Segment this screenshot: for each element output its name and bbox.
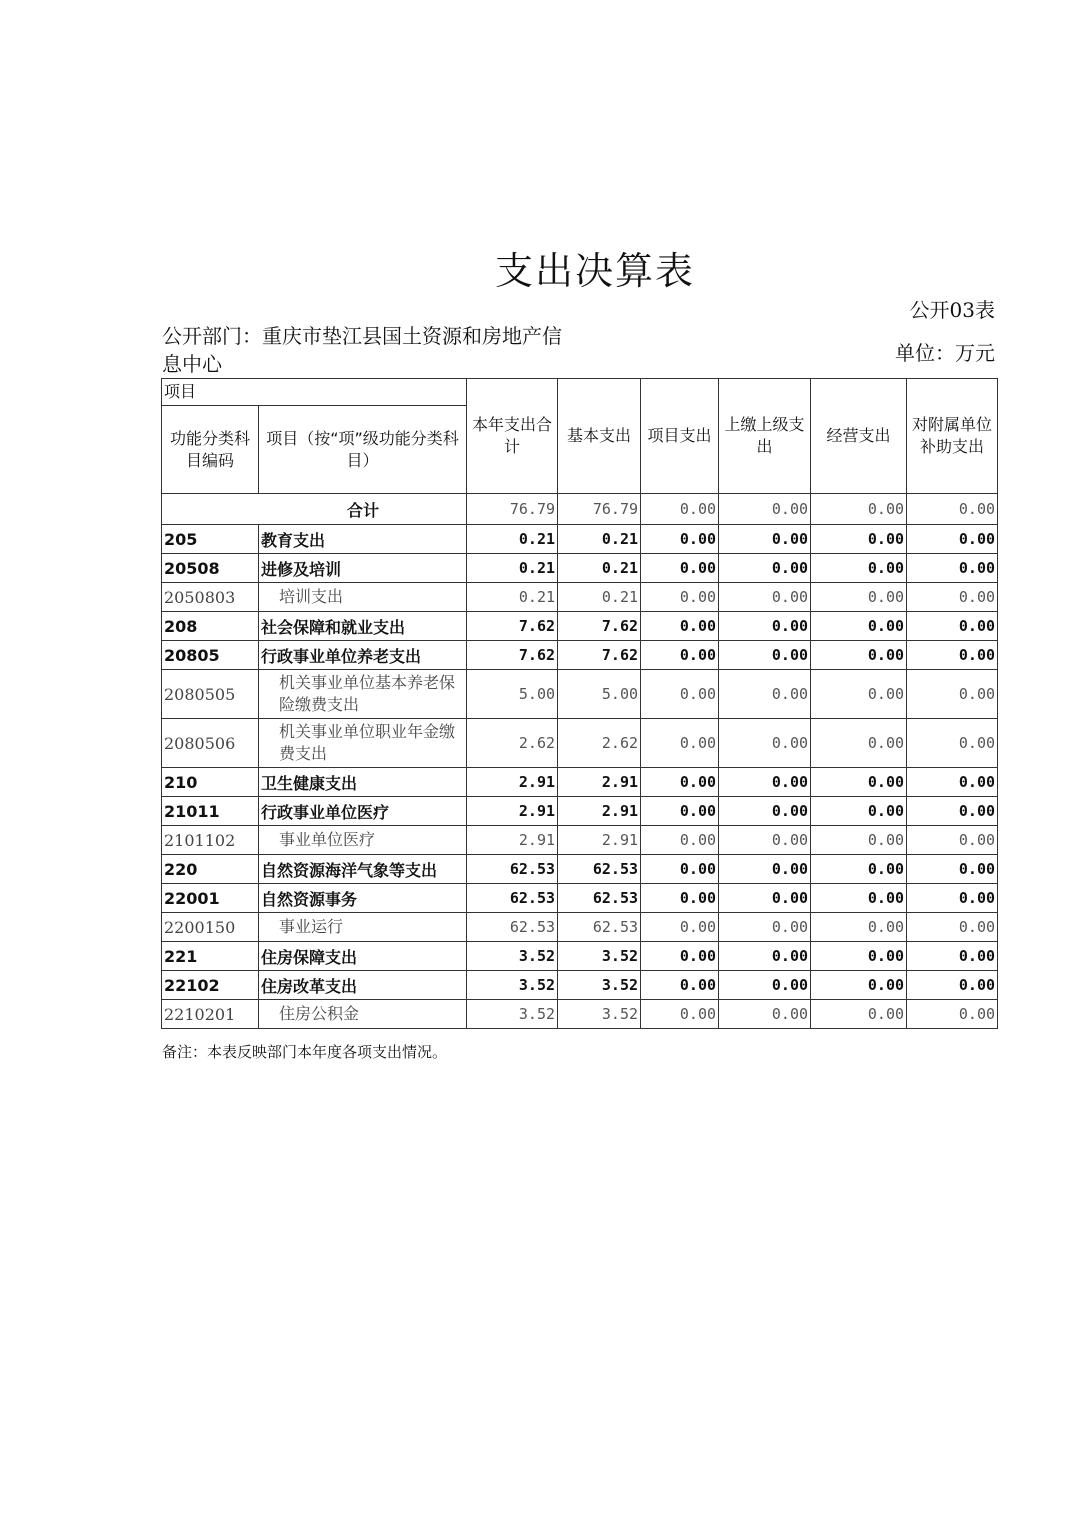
row-name: 教育支出 — [259, 525, 467, 554]
row-value: 0.00 — [641, 913, 719, 942]
row-value: 0.21 — [558, 554, 641, 583]
row-value: 0.00 — [811, 583, 907, 612]
total-row — [162, 494, 998, 525]
row-value: 0.21 — [467, 525, 558, 554]
row-value: 0.00 — [719, 525, 811, 554]
row-value: 0.00 — [641, 583, 719, 612]
row-value: 0.00 — [811, 942, 907, 971]
total-cell: 0.00 — [907, 494, 998, 525]
row-value: 0.00 — [811, 719, 907, 768]
unit-label: 单位：万元 — [895, 341, 995, 365]
row-value: 0.00 — [907, 855, 998, 884]
row-value: 3.52 — [467, 942, 558, 971]
row-code: 210 — [162, 768, 259, 797]
row-name: 住房改革支出 — [259, 971, 467, 1000]
row-name: 自然资源海洋气象等支出 — [259, 855, 467, 884]
row-code: 22001 — [162, 884, 259, 913]
table-row — [162, 1000, 998, 1029]
table-row — [162, 583, 998, 612]
row-name: 行政事业单位养老支出 — [259, 641, 467, 670]
row-value: 0.00 — [907, 583, 998, 612]
row-value: 0.00 — [641, 971, 719, 1000]
row-value: 0.00 — [907, 826, 998, 855]
row-value: 0.00 — [719, 768, 811, 797]
row-value: 0.00 — [641, 525, 719, 554]
row-value: 0.00 — [719, 797, 811, 826]
header-total: 本年支出合计 — [467, 379, 558, 494]
row-value: 0.00 — [907, 1000, 998, 1029]
row-value: 0.00 — [719, 884, 811, 913]
department-label: 公开部门：重庆市垫江县国土资源和房地产信息中心 — [162, 324, 562, 376]
table-row — [162, 797, 998, 826]
row-value: 0.00 — [641, 797, 719, 826]
row-value: 0.00 — [641, 855, 719, 884]
row-value: 0.00 — [641, 554, 719, 583]
row-value: 0.00 — [641, 719, 719, 768]
table-row — [162, 670, 998, 719]
row-value: 0.21 — [558, 525, 641, 554]
total-cell: 0.00 — [811, 494, 907, 525]
row-name: 卫生健康支出 — [259, 768, 467, 797]
row-value: 0.00 — [907, 554, 998, 583]
row-code: 2050803 — [162, 583, 259, 612]
table-row — [162, 826, 998, 855]
row-code: 2101102 — [162, 826, 259, 855]
table-row — [162, 525, 998, 554]
total-cell: 76.79 — [467, 494, 558, 525]
row-code: 21011 — [162, 797, 259, 826]
row-value: 0.00 — [811, 768, 907, 797]
row-value: 0.00 — [907, 719, 998, 768]
row-value: 0.00 — [811, 612, 907, 641]
row-value: 62.53 — [558, 855, 641, 884]
table-row — [162, 719, 998, 768]
page-title: 支出决算表 — [494, 249, 695, 293]
row-value: 5.00 — [558, 670, 641, 719]
row-value: 0.00 — [719, 942, 811, 971]
row-name: 进修及培训 — [259, 554, 467, 583]
table-row — [162, 913, 998, 942]
row-value: 0.00 — [641, 641, 719, 670]
row-value: 0.00 — [641, 768, 719, 797]
row-value: 0.00 — [811, 554, 907, 583]
row-value: 0.00 — [907, 942, 998, 971]
row-value: 0.00 — [719, 612, 811, 641]
row-value: 0.00 — [719, 670, 811, 719]
row-value: 0.00 — [907, 641, 998, 670]
table-row — [162, 884, 998, 913]
row-value: 0.00 — [641, 884, 719, 913]
row-name: 机关事业单位职业年金缴费支出 — [259, 719, 467, 768]
row-value: 3.52 — [467, 971, 558, 1000]
total-cell: 0.00 — [719, 494, 811, 525]
row-value: 0.00 — [907, 768, 998, 797]
row-value: 2.62 — [467, 719, 558, 768]
row-value: 0.00 — [811, 525, 907, 554]
row-value: 0.00 — [811, 884, 907, 913]
row-value: 0.00 — [907, 612, 998, 641]
row-value: 0.00 — [719, 971, 811, 1000]
row-value: 0.00 — [907, 913, 998, 942]
row-code: 20805 — [162, 641, 259, 670]
row-value: 0.00 — [719, 826, 811, 855]
row-value: 0.00 — [719, 583, 811, 612]
row-value: 0.00 — [641, 612, 719, 641]
row-name: 行政事业单位医疗 — [259, 797, 467, 826]
row-name: 机关事业单位基本养老保险缴费支出 — [259, 670, 467, 719]
row-value: 3.52 — [558, 971, 641, 1000]
row-value: 0.00 — [811, 855, 907, 884]
row-value: 2.62 — [558, 719, 641, 768]
row-value: 0.00 — [907, 971, 998, 1000]
row-code: 220 — [162, 855, 259, 884]
row-value: 0.00 — [641, 1000, 719, 1029]
row-value: 62.53 — [467, 884, 558, 913]
row-value: 0.00 — [719, 554, 811, 583]
row-value: 0.00 — [641, 942, 719, 971]
table-row — [162, 554, 998, 583]
row-value: 2.91 — [558, 797, 641, 826]
row-value: 2.91 — [467, 826, 558, 855]
row-value: 0.00 — [907, 525, 998, 554]
table-row — [162, 768, 998, 797]
row-value: 0.00 — [907, 884, 998, 913]
row-code: 20508 — [162, 554, 259, 583]
table-row — [162, 612, 998, 641]
row-code: 22102 — [162, 971, 259, 1000]
row-value: 0.00 — [719, 1000, 811, 1029]
row-value: 3.52 — [558, 942, 641, 971]
row-code: 205 — [162, 525, 259, 554]
row-value: 62.53 — [467, 913, 558, 942]
row-code: 2210201 — [162, 1000, 259, 1029]
row-code: 208 — [162, 612, 259, 641]
header-code: 功能分类科目编码 — [162, 406, 259, 494]
expenditure-table — [161, 378, 998, 1029]
row-value: 0.00 — [811, 971, 907, 1000]
total-cell: 76.79 — [558, 494, 641, 525]
row-name: 社会保障和就业支出 — [259, 612, 467, 641]
row-name: 事业运行 — [259, 913, 467, 942]
row-value: 0.21 — [558, 583, 641, 612]
row-value: 62.53 — [558, 913, 641, 942]
header-item-group: 项目 — [162, 379, 467, 406]
row-value: 0.00 — [719, 641, 811, 670]
row-value: 7.62 — [467, 612, 558, 641]
row-code: 2080505 — [162, 670, 259, 719]
table-row — [162, 641, 998, 670]
row-value: 7.62 — [558, 641, 641, 670]
row-name: 住房保障支出 — [259, 942, 467, 971]
row-value: 0.00 — [719, 719, 811, 768]
row-value: 0.00 — [641, 670, 719, 719]
row-name: 自然资源事务 — [259, 884, 467, 913]
row-value: 2.91 — [558, 768, 641, 797]
table-row — [162, 971, 998, 1000]
row-value: 7.62 — [558, 612, 641, 641]
row-value: 0.00 — [641, 826, 719, 855]
row-code: 2080506 — [162, 719, 259, 768]
row-name: 事业单位医疗 — [259, 826, 467, 855]
row-value: 62.53 — [558, 884, 641, 913]
header-upper: 上缴上级支出 — [719, 379, 811, 494]
header-basic: 基本支出 — [558, 379, 641, 494]
total-label: 合计 — [162, 494, 467, 525]
header-name: 项目（按“项”级功能分类科目） — [259, 406, 467, 494]
table-row — [162, 942, 998, 971]
row-value: 2.91 — [558, 826, 641, 855]
row-code: 2200150 — [162, 913, 259, 942]
row-value: 0.21 — [467, 554, 558, 583]
row-value: 7.62 — [467, 641, 558, 670]
row-value: 62.53 — [467, 855, 558, 884]
row-value: 3.52 — [558, 1000, 641, 1029]
row-name: 住房公积金 — [259, 1000, 467, 1029]
row-value: 0.21 — [467, 583, 558, 612]
total-cell: 0.00 — [641, 494, 719, 525]
row-value: 2.91 — [467, 768, 558, 797]
row-name: 培训支出 — [259, 583, 467, 612]
row-value: 0.00 — [907, 670, 998, 719]
row-value: 0.00 — [907, 797, 998, 826]
row-value: 5.00 — [467, 670, 558, 719]
row-code: 221 — [162, 942, 259, 971]
row-value: 0.00 — [719, 855, 811, 884]
row-value: 0.00 — [811, 797, 907, 826]
row-value: 0.00 — [811, 641, 907, 670]
table-row — [162, 855, 998, 884]
form-number: 公开03表 — [909, 298, 995, 322]
row-value: 0.00 — [811, 1000, 907, 1029]
footnote: 备注：本表反映部门本年度各项支出情况。 — [162, 1043, 448, 1061]
header-business: 经营支出 — [811, 379, 907, 494]
row-value: 3.52 — [467, 1000, 558, 1029]
row-value: 0.00 — [811, 826, 907, 855]
header-subsidy: 对附属单位补助支出 — [907, 379, 998, 494]
row-value: 2.91 — [467, 797, 558, 826]
row-value: 0.00 — [719, 913, 811, 942]
row-value: 0.00 — [811, 913, 907, 942]
header-project: 项目支出 — [641, 379, 719, 494]
row-value: 0.00 — [811, 670, 907, 719]
